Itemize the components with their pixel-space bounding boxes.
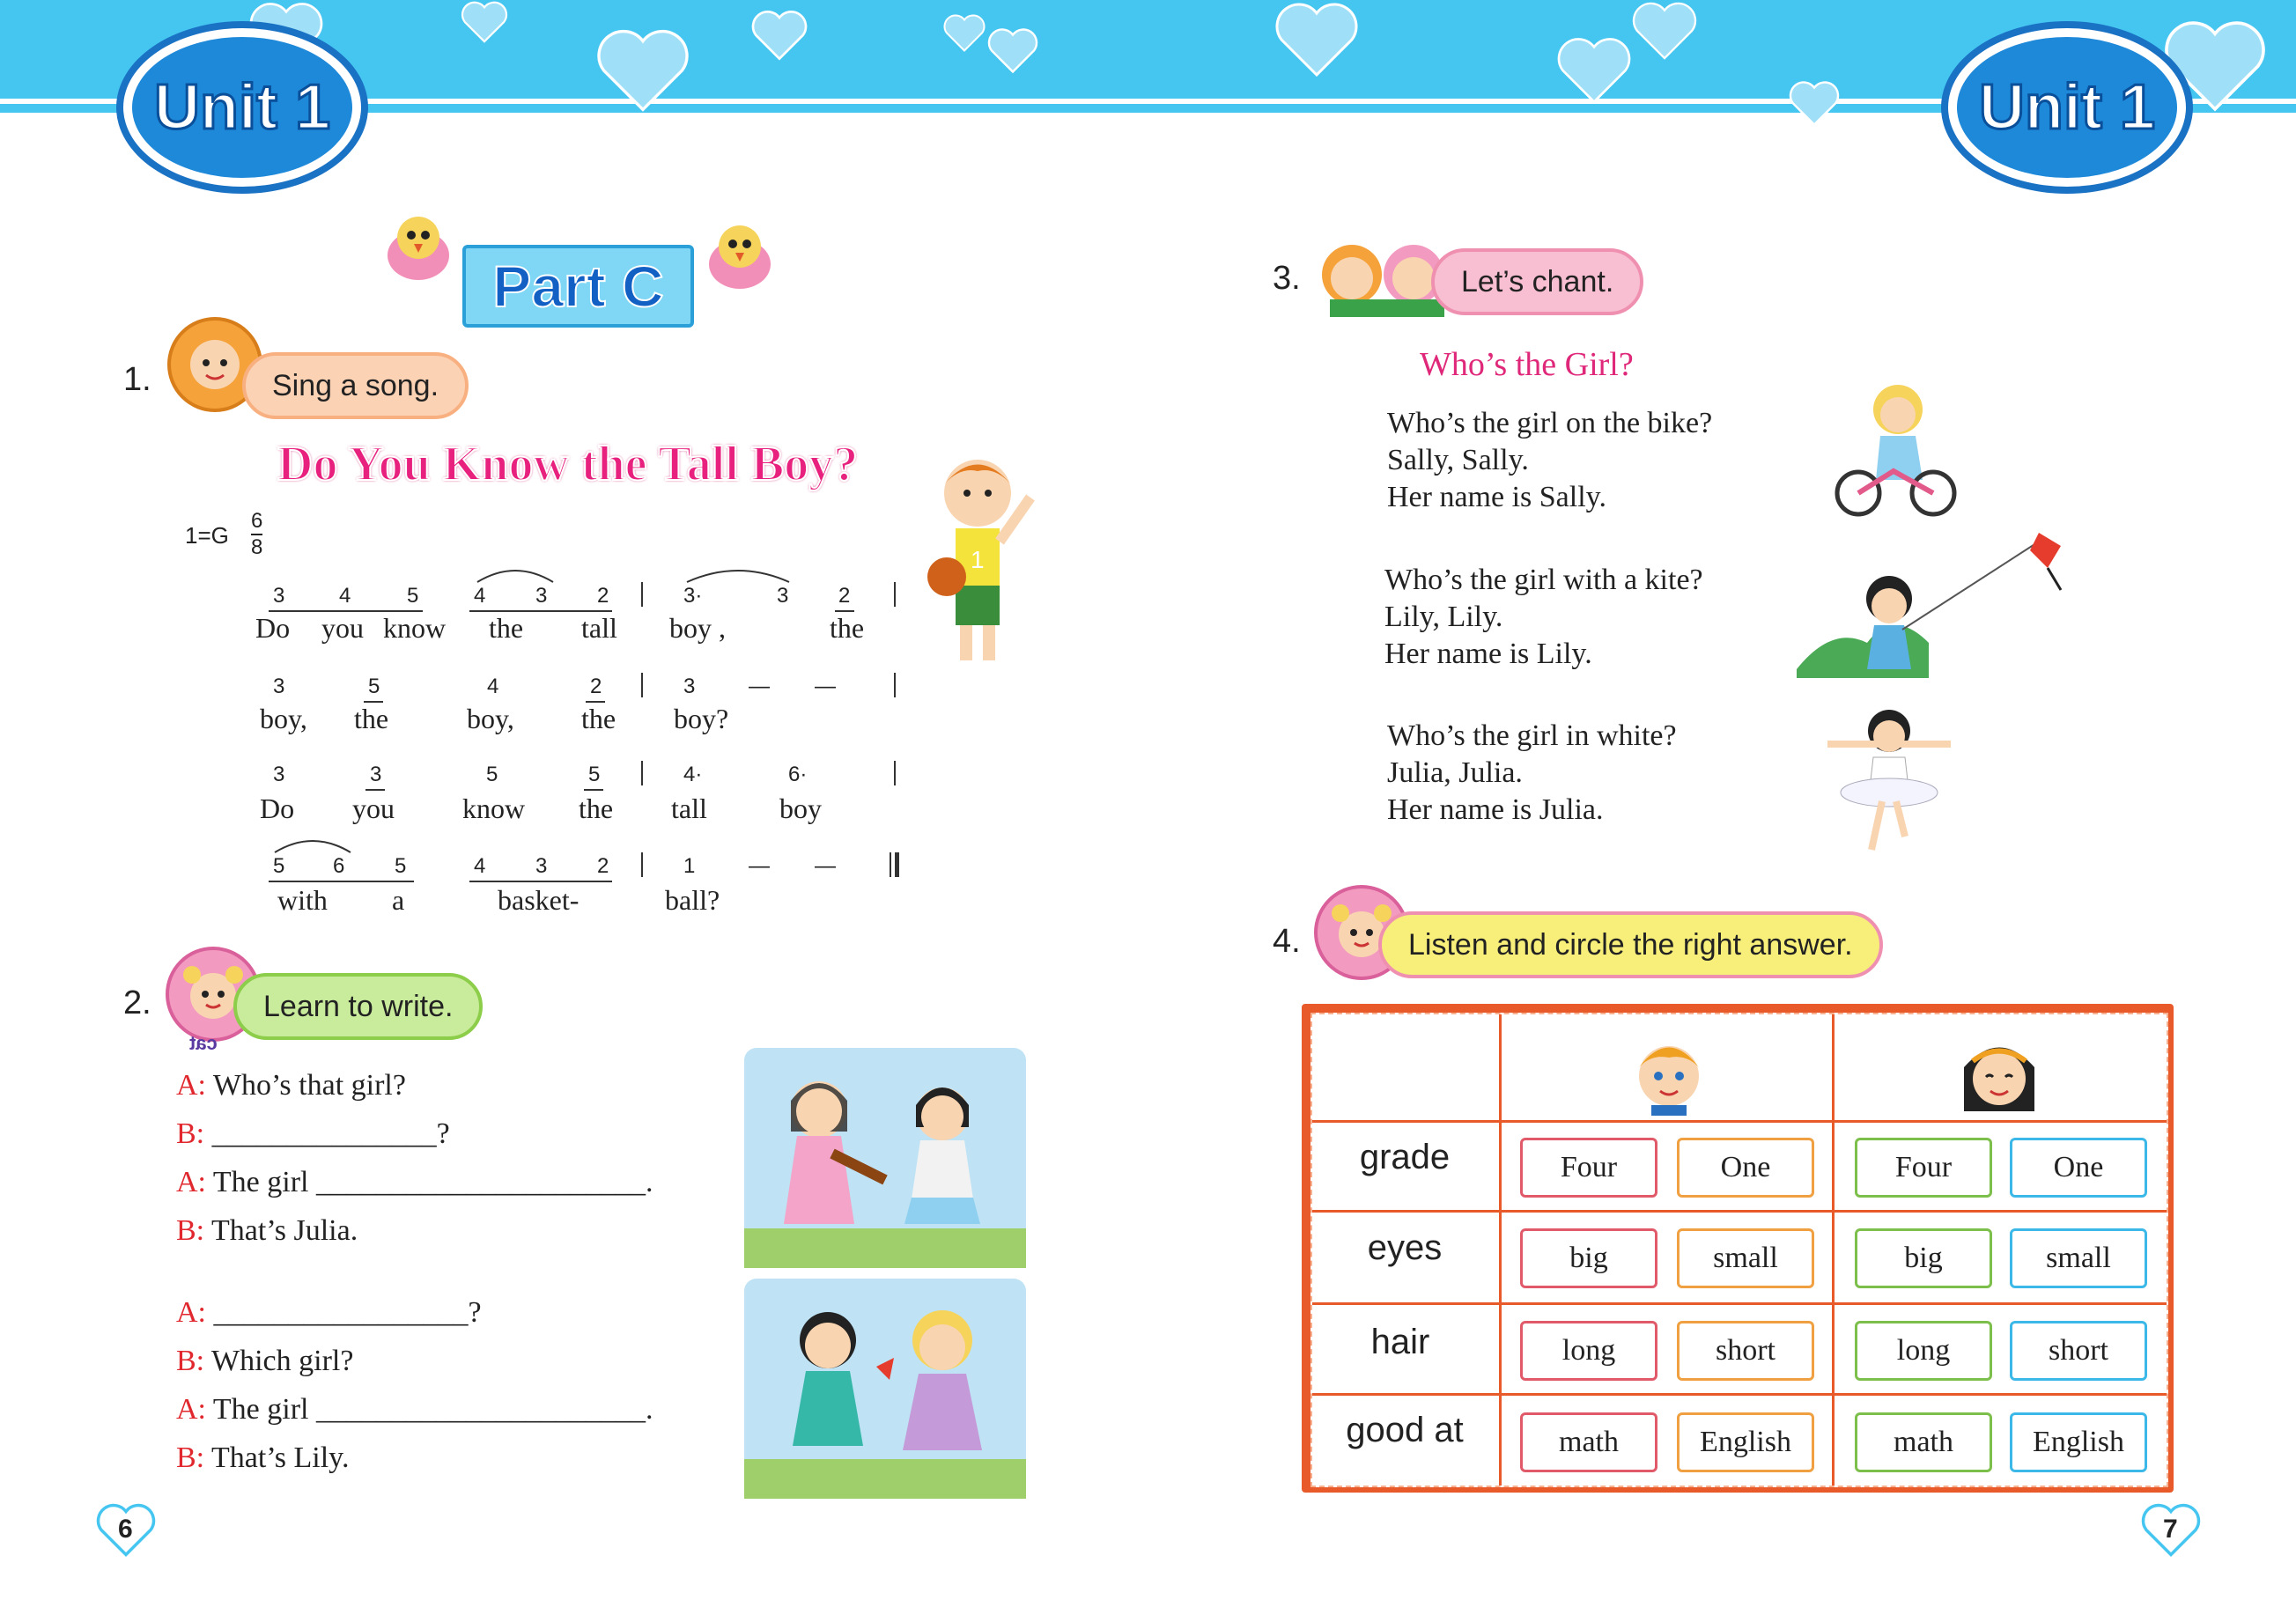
time-signature [251, 509, 262, 560]
lyric: you [321, 612, 364, 644]
answer-option[interactable]: small [2010, 1228, 2147, 1288]
bird-icon [696, 216, 784, 295]
lyric: the [579, 793, 614, 824]
note: 4 [339, 584, 351, 608]
note: 5 [486, 763, 498, 786]
note: 5 [368, 675, 380, 698]
bar-line [641, 673, 643, 697]
note: 3 [535, 854, 548, 878]
note: 2 [597, 584, 609, 608]
col-line [1499, 1014, 1502, 1486]
note: 6 [333, 854, 345, 878]
chant-stanza [1387, 718, 1677, 829]
chant-line: Who’s the girl with a kite? [1384, 564, 1703, 596]
speaker: A: [176, 1393, 206, 1426]
lyric: the [581, 703, 616, 734]
note: 3 [370, 763, 382, 786]
section-number: 2. [123, 984, 151, 1021]
beam [269, 881, 414, 882]
answer-option[interactable]: Four [1520, 1138, 1657, 1198]
lyric: the [830, 612, 865, 644]
dialog-line[interactable] [176, 1110, 722, 1158]
lyric: ball? [665, 884, 720, 916]
score-row [0, 756, 969, 826]
answer-option[interactable]: One [1677, 1138, 1814, 1198]
row-line [1312, 1210, 2167, 1213]
note: 3 [273, 584, 285, 608]
speaker: B: [176, 1441, 205, 1474]
note: 2 [838, 584, 851, 608]
heart-icon [749, 9, 810, 62]
answer-option[interactable]: big [1855, 1228, 1992, 1288]
section-label: Sing a song. [272, 368, 439, 402]
page-number: 7 [2163, 1515, 2178, 1544]
row-label: grade [1359, 1138, 1451, 1176]
answer-option[interactable]: long [1855, 1321, 1992, 1381]
unit-badge-left [123, 28, 361, 187]
note: — [815, 854, 836, 878]
dialog-text: Which girl? [211, 1345, 354, 1377]
row-label: eyes [1367, 1228, 1443, 1267]
dialog-2 [176, 1288, 722, 1482]
part-title: Part C [492, 254, 664, 319]
lyric: tall [671, 793, 707, 824]
note: 3 [535, 584, 548, 608]
answer-option[interactable]: Four [1855, 1138, 1992, 1198]
note: 4 [487, 675, 499, 698]
answer-option[interactable]: English [1677, 1412, 1814, 1472]
time-bottom: 8 [251, 535, 263, 559]
score-row [0, 577, 969, 647]
heart-icon [590, 26, 696, 114]
row-label: good at [1346, 1411, 1464, 1449]
lyric: a [392, 884, 405, 916]
dialog-line[interactable] [176, 1158, 722, 1206]
song-title: Do You Know the Tall Boy? [277, 437, 859, 491]
note: 3 [777, 584, 789, 608]
lyric: the [354, 703, 389, 734]
note: 5 [588, 763, 601, 786]
bar-line [641, 761, 643, 785]
unit-label: Unit 1 [1978, 72, 2155, 143]
chant-stanza [1387, 405, 1712, 516]
lyric: know [462, 793, 526, 824]
lyric: boy, [467, 703, 514, 734]
note: — [749, 675, 770, 698]
note: 5 [395, 854, 407, 878]
chant-title: Who’s the Girl? [1420, 346, 1634, 383]
dialog-line[interactable] [176, 1385, 722, 1434]
note: 3 [273, 763, 285, 786]
lyric: basket- [498, 884, 580, 916]
heart-icon [1259, 0, 1374, 79]
note: 4 [474, 584, 486, 608]
lyric: know [383, 612, 447, 644]
pencil-word: cat [189, 1032, 218, 1054]
note: 1 [683, 854, 696, 878]
bar-line [890, 852, 891, 877]
lyric: boy [779, 793, 822, 824]
answer-blank[interactable]: The girl ______________________. [212, 1393, 653, 1426]
speaker: B: [176, 1345, 205, 1377]
section-label-pill [1431, 248, 1643, 315]
chant-line: Her name is Julia. [1387, 793, 1604, 826]
section-label: Listen and circle the right answer. [1408, 927, 1853, 962]
bar-line [895, 852, 899, 877]
score-row [0, 667, 969, 738]
row-line [1312, 1302, 2167, 1305]
heart-icon [1788, 79, 1841, 128]
section-number: 4. [1273, 923, 1301, 960]
note: 3 [273, 675, 285, 698]
dialog-text: Who’s that girl? [212, 1069, 406, 1102]
bar-line [641, 852, 643, 877]
chant-stanza [1384, 562, 1703, 673]
row-line [1312, 1120, 2167, 1123]
girl-face-icon [1951, 1028, 2048, 1116]
chant-line: Who’s the girl on the bike? [1387, 407, 1713, 439]
bar-line [894, 761, 896, 785]
section-label: Learn to write. [263, 989, 454, 1023]
time-top: 6 [251, 509, 262, 535]
lyric: boy, [260, 703, 307, 734]
heart-icon [1620, 0, 1709, 62]
heart-icon [942, 13, 986, 53]
bar-line [894, 673, 896, 697]
part-title-banner [462, 245, 694, 328]
lyric: boy? [674, 703, 729, 734]
girls-violin-picture [744, 1048, 1026, 1268]
section-label-pill [233, 973, 483, 1040]
bird-icon [374, 207, 462, 286]
chant-line: Julia, Julia. [1387, 756, 1523, 789]
note: 6· [788, 763, 808, 786]
chant-line: Her name is Sally. [1387, 481, 1606, 513]
chant-line: Lily, Lily. [1384, 601, 1503, 633]
speaker: A: [176, 1296, 206, 1329]
chant-line: Her name is Lily. [1384, 638, 1592, 670]
answer-option[interactable]: big [1520, 1228, 1657, 1288]
note: 4· [683, 763, 703, 786]
girl-ballet-illustration [1819, 704, 1960, 859]
speaker: B: [176, 1117, 205, 1150]
section-number: 1. [123, 361, 151, 398]
answer-blank[interactable]: _________________? [213, 1296, 482, 1329]
answer-option[interactable]: One [2010, 1138, 2147, 1198]
note: 5 [273, 854, 285, 878]
key-label: 1=G [185, 522, 229, 549]
speaker: A: [176, 1166, 206, 1198]
col-line [1832, 1014, 1835, 1486]
chant-line: Sally, Sally. [1387, 444, 1529, 476]
note: 5 [407, 584, 419, 608]
answer-table-inner [1310, 1013, 2168, 1487]
note: 3· [683, 584, 703, 608]
note: — [815, 675, 836, 698]
lyric: boy , [669, 612, 726, 644]
lyric: the [489, 612, 524, 644]
beam [469, 881, 612, 882]
girl-kite-illustration [1797, 528, 2078, 696]
dialog-line [176, 1434, 722, 1482]
section-label: Let’s chant. [1461, 264, 1614, 299]
chant-line: Who’s the girl in white? [1387, 719, 1677, 752]
lyric: you [352, 793, 395, 824]
dialog-text: That’s Julia. [211, 1214, 358, 1247]
section-label-pill [1378, 911, 1883, 978]
svg-text:1: 1 [971, 546, 985, 573]
answer-blank[interactable]: _______________? [211, 1117, 450, 1150]
beam [365, 789, 385, 791]
girl-bike-illustration [1827, 374, 1960, 524]
answer-option[interactable]: short [2010, 1321, 2147, 1381]
speaker: A: [176, 1069, 206, 1102]
heart-icon [986, 26, 1039, 75]
dialog-line [176, 1337, 722, 1385]
dialog-line [176, 1206, 722, 1255]
note: 2 [590, 675, 602, 698]
section-label-pill [242, 352, 469, 419]
unit-label: Unit 1 [153, 72, 330, 143]
section-number: 3. [1273, 260, 1301, 297]
page-number: 6 [118, 1515, 133, 1544]
answer-option[interactable]: short [1677, 1321, 1814, 1381]
slur [685, 564, 791, 584]
lyric: Do [260, 793, 295, 824]
slur [273, 835, 352, 854]
boy-face-icon [1625, 1028, 1713, 1116]
dialog-line [176, 1061, 722, 1110]
key-signature [185, 522, 229, 549]
girls-kite-picture [744, 1279, 1026, 1499]
answer-option[interactable]: long [1520, 1321, 1657, 1381]
lyric: with [277, 884, 328, 916]
note: 3 [683, 675, 696, 698]
row-line [1312, 1393, 2167, 1396]
lyric: Do [255, 612, 291, 644]
answer-blank[interactable]: The girl ______________________. [212, 1166, 653, 1198]
answer-table [1302, 1004, 2174, 1493]
slur [476, 564, 555, 584]
note: — [749, 854, 770, 878]
speaker: B: [176, 1214, 205, 1247]
heart-icon [458, 0, 511, 44]
answer-option[interactable]: small [1677, 1228, 1814, 1288]
answer-option[interactable]: math [1855, 1412, 1992, 1472]
bar-line [894, 582, 896, 607]
score-row [0, 847, 969, 918]
dialog-1 [176, 1061, 722, 1255]
lyric: tall [581, 612, 617, 644]
dialog-line[interactable] [176, 1288, 722, 1337]
beam [584, 789, 603, 791]
answer-option[interactable]: math [1520, 1412, 1657, 1472]
note: 4 [474, 854, 486, 878]
answer-option[interactable]: English [2010, 1412, 2147, 1472]
bar-line [641, 582, 643, 607]
note: 2 [597, 854, 609, 878]
unit-badge-right [1948, 28, 2186, 187]
row-label: hair [1370, 1323, 1430, 1361]
dialog-text: That’s Lily. [211, 1441, 350, 1474]
